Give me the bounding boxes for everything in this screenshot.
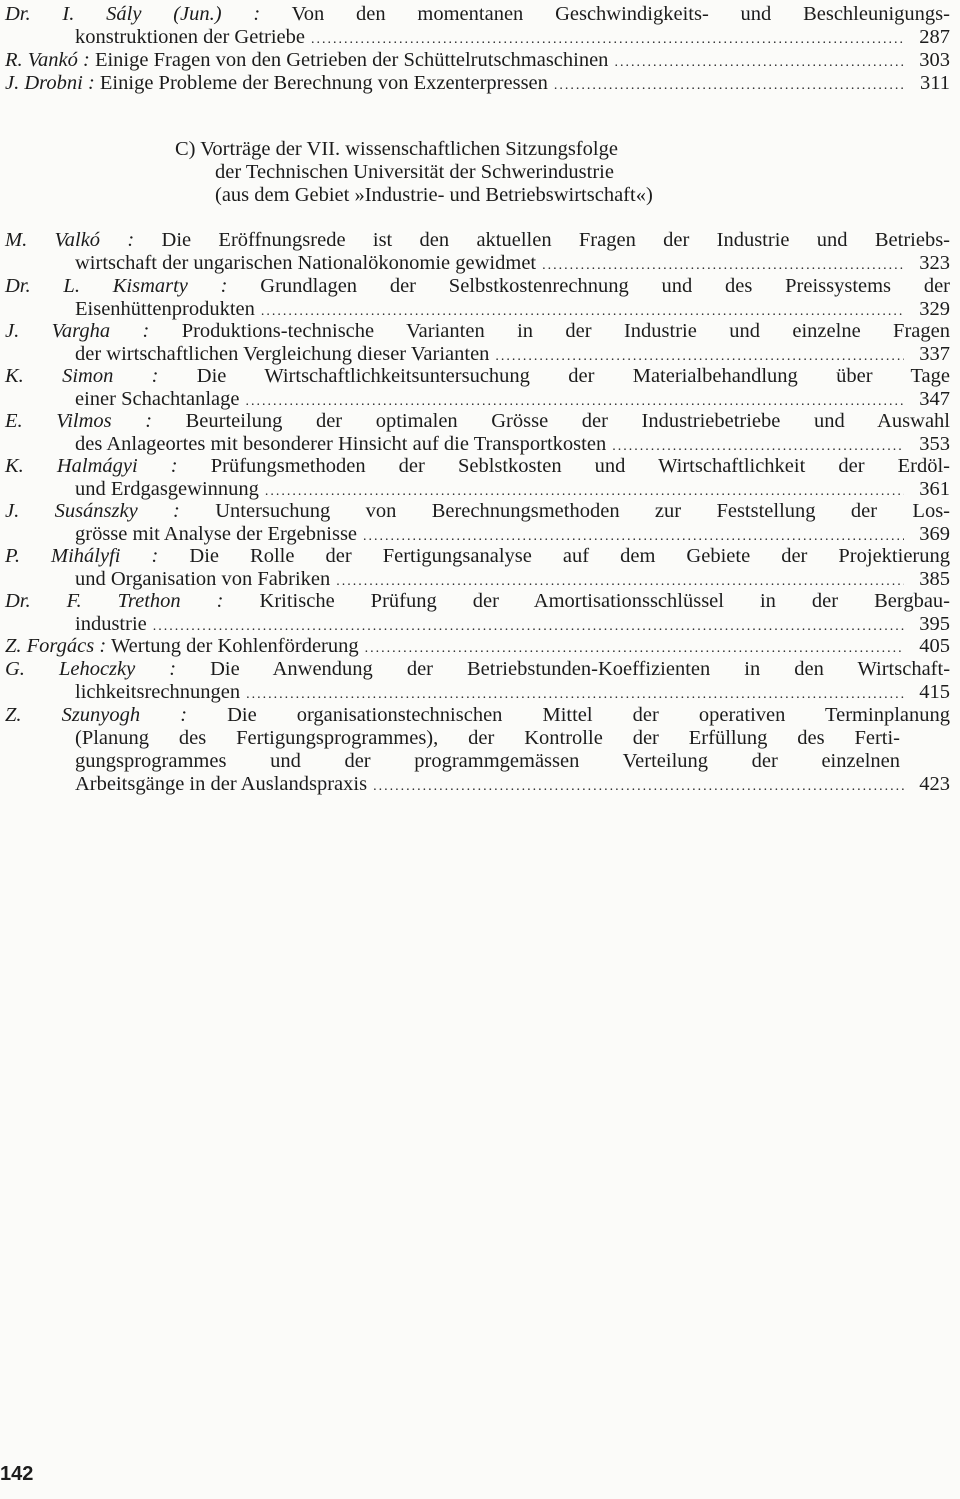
toc-title: Die organisationstechnischen Mittel der operativen Terminplanung <box>227 704 950 726</box>
toc-page-number: 329 <box>919 298 950 320</box>
toc-page-number: 353 <box>919 433 950 455</box>
toc-title: lichkeitsrechnungen <box>75 681 241 703</box>
toc-entry-line <box>5 229 950 252</box>
toc-title: grösse mit Analyse der Ergebnisse <box>75 523 358 545</box>
toc-title: Die Eröffnungsrede ist den aktuellen Fragen der Industrie und Betriebs- <box>161 229 951 251</box>
toc-entry-line <box>75 773 950 796</box>
toc-entry-line <box>5 658 950 681</box>
toc-title: der wirtschaftlichen Vergleichung dieser Varianten <box>75 343 490 365</box>
toc-title: Arbeitsgänge in der Auslandspraxis <box>75 773 368 795</box>
toc-page-number: 369 <box>919 523 950 545</box>
leader-dots <box>246 683 904 706</box>
leader-dots <box>542 254 904 277</box>
toc-author: Z. Szunyogh : <box>5 704 188 726</box>
leader-dots <box>554 74 904 97</box>
toc-entry-line <box>5 545 950 568</box>
toc-entry-line <box>5 455 950 478</box>
toc-entry-line <box>5 3 950 26</box>
toc-entry-line <box>75 750 900 773</box>
toc-entry-line <box>75 343 950 366</box>
toc-page-number: 347 <box>919 388 950 410</box>
toc-title: (Planung des Fertigungsprogrammes), der Kontrolle der Erfüllung des Ferti- <box>75 727 900 749</box>
toc-entry-line <box>5 275 950 298</box>
toc-author: Dr. F. Trethon : <box>5 590 224 612</box>
toc-title: konstruktionen der Getriebe <box>75 26 305 48</box>
toc-author: G. Lehoczky : <box>5 658 177 680</box>
toc-author: J. Susánszky : <box>5 500 180 522</box>
section-heading-line: (aus dem Gebiet »Industrie- und Betriebswirtschaft«) <box>215 184 653 206</box>
toc-author: P. Mihályfi : <box>5 545 159 567</box>
toc-title: gungsprogrammes und der programmgemässen Verteilung der einzelnen <box>75 750 900 772</box>
toc-page-number: 385 <box>919 568 950 590</box>
toc-entry-line <box>5 704 950 727</box>
toc-page-number: 405 <box>919 635 950 657</box>
toc-author: J. Vargha : <box>5 320 150 342</box>
toc-page-number: 395 <box>919 613 950 635</box>
toc-author: Z. Forgács : <box>5 635 107 657</box>
toc-entry-line <box>75 388 950 411</box>
toc-title: Kritische Prüfung der Amortisationsschlüssel in der Bergbau- <box>259 590 951 612</box>
toc-title: des Anlageortes mit besonderer Hinsicht auf die Transportkosten <box>75 433 607 455</box>
section-heading-line: C) Vorträge der VII. wissenschaftlichen Sitzungsfolge <box>175 138 618 160</box>
toc-title: Prüfungsmethoden der Seblstkosten und Wirtschaftlichkeit der Erdöl- <box>210 455 951 477</box>
toc-author: K. Simon : <box>5 365 159 387</box>
toc-title: Die Anwendung der Betriebstunden-Koeffizienten in den Wirtschaft- <box>210 658 951 680</box>
toc-title: Die Rolle der Fertigungsanalyse auf dem Gebiete der Projektierung <box>189 545 950 567</box>
toc-author: K. Halmágyi : <box>5 455 178 477</box>
toc-entry-line <box>5 365 950 388</box>
leader-dots <box>311 28 904 51</box>
toc-entry-line <box>5 590 950 613</box>
toc-title: Eisenhüttenprodukten <box>75 298 255 320</box>
page-folio: 142 <box>0 1463 34 1485</box>
toc-entry-line <box>75 478 950 501</box>
toc-title: Einige Probleme der Berechnung von Exzenterpressen <box>99 72 548 94</box>
leader-dots <box>614 51 904 74</box>
toc-page-number: 337 <box>919 343 950 365</box>
toc-page-number: 415 <box>919 681 950 703</box>
leader-dots <box>365 637 904 660</box>
toc-title: Die Wirtschaftlichkeitsuntersuchung der Materialbehandlung über Tage <box>196 365 950 387</box>
toc-title: wirtschaft der ungarischen Nationalökonomie gewidmet <box>75 252 537 274</box>
toc-page-number: 323 <box>919 252 950 274</box>
toc-entry-line <box>5 500 950 523</box>
toc-title: Beurteilung der optimalen Grösse der Industriebetriebe und Auswahl <box>185 410 951 432</box>
toc-entry-line <box>75 433 950 456</box>
toc-entry-line <box>75 727 900 750</box>
toc-author: Dr. I. Sály (Jun.) : <box>5 3 261 25</box>
toc-page-number: 311 <box>920 72 950 94</box>
toc-author: M. Valkó : <box>5 229 135 251</box>
toc-entry-line <box>75 298 950 321</box>
toc-entry-line <box>75 252 950 275</box>
toc-title: Einige Fragen von den Getrieben der Schüttelrutschmaschinen <box>94 49 609 71</box>
toc-entry-line <box>5 72 950 95</box>
toc-title: Untersuchung von Berechnungsmethoden zur Feststellung der Los- <box>215 500 950 522</box>
toc-title: Von den momentanen Geschwindigkeits- und Beschleunigungs- <box>291 3 950 25</box>
toc-entry-line <box>5 410 950 433</box>
toc-page-number: 361 <box>919 478 950 500</box>
toc-author: Dr. L. Kismarty : <box>5 275 228 297</box>
section-heading-line: der Technischen Universität der Schwerindustrie <box>215 161 614 183</box>
toc-title: einer Schachtanlage <box>75 388 240 410</box>
toc-author: E. Vilmos : <box>5 410 153 432</box>
toc-title: Wertung der Kohlenförderung <box>110 635 359 657</box>
toc-page-number: 287 <box>919 26 950 48</box>
toc-entry-line <box>5 635 950 658</box>
toc-entry-line <box>75 613 950 636</box>
toc-author: J. Drobni : <box>5 72 95 94</box>
toc-entry-line <box>75 681 950 704</box>
toc-entry-line <box>75 523 950 546</box>
toc-title: Grundlagen der Selbstkostenrechnung und des Preissystems der <box>260 275 950 297</box>
toc-page-number: 423 <box>919 773 950 795</box>
toc-entry-line <box>5 49 950 72</box>
toc-entry-line <box>75 26 950 49</box>
toc-title: und Organisation von Fabriken <box>75 568 331 590</box>
toc-title: Produktions-technische Varianten in der Industrie und einzelne Fragen <box>181 320 950 342</box>
toc-page-number: 303 <box>919 49 950 71</box>
toc-author: R. Vankó : <box>5 49 90 71</box>
toc-title: und Erdgasgewinnung <box>75 478 259 500</box>
toc-entry-line <box>75 568 950 591</box>
toc-entry-line <box>5 320 950 343</box>
leader-dots <box>373 775 904 798</box>
toc-title: industrie <box>75 613 147 635</box>
